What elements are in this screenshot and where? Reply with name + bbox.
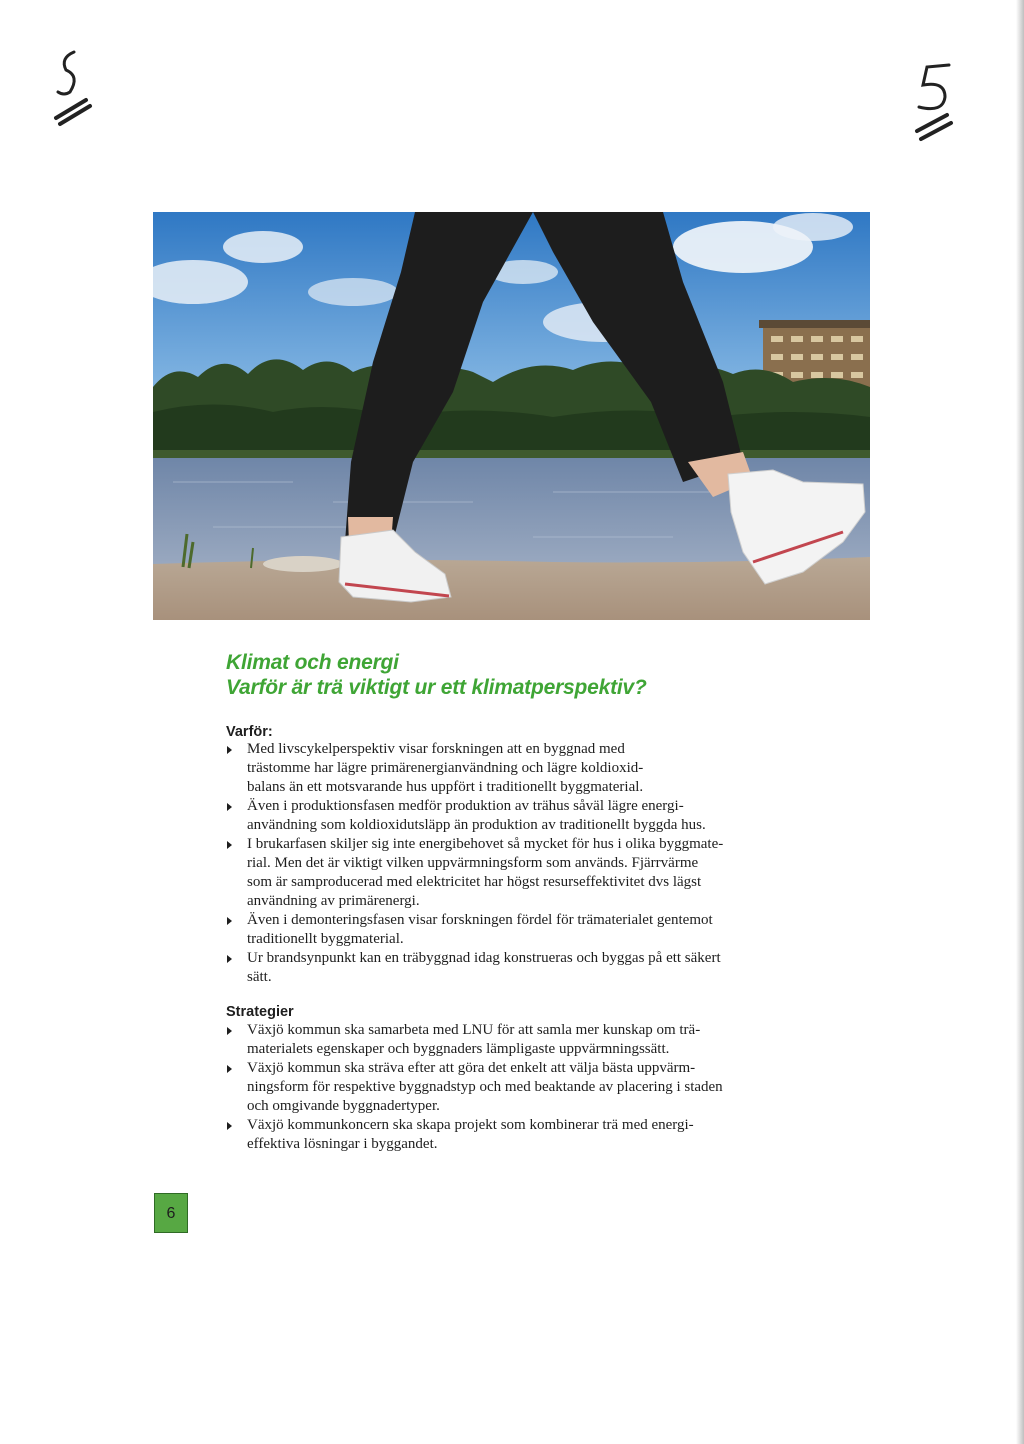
list-item: Ur brandsynpunkt kan en träbyggnad idag konstrueras och byggas på ett säkert sätt. — [226, 949, 746, 987]
varfor-list — [226, 740, 746, 987]
list-item: Växjö kommun ska sträva efter att göra det enkelt att välja bästa uppvärm- ningsform för respektive byggnadstyp och med beaktande av placering i staden och omgivande byggnadertyper. — [226, 1059, 746, 1116]
list-item: Även i produktionsfasen medför produktion av trähus såväl lägre energi- användning som koldioxidutsläpp än produktion av traditionellt byggda hus. — [226, 797, 746, 835]
list-item: Växjö kommunkoncern ska skapa projekt som kombinerar trä med energi- effektiva lösningar i byggandet. — [226, 1116, 746, 1154]
list-item: Växjö kommun ska samarbeta med LNU för att samla mer kunskap om trä- materialets egenskaper och byggnaders lämpligaste uppvärmningssätt. — [226, 1021, 746, 1059]
page-number: 6 — [154, 1193, 188, 1233]
strategier-list — [226, 1021, 746, 1154]
bullet-icon — [227, 803, 232, 811]
list-item: Även i demonteringsfasen visar forskningen fördel för trämaterialet gentemot traditionellt byggmaterial. — [226, 911, 746, 949]
strategier-title: Strategier — [226, 1004, 294, 1020]
bullet-icon — [227, 746, 232, 754]
bullet-icon — [227, 917, 232, 925]
list-item: I brukarfasen skiljer sig inte energibehovet så mycket för hus i olika byggmate- rial. Men det är viktigt vilken uppvärmningsform som används. Fjärrvärme som är samproducerad med elektricitet har högst resurseffektivitet dvs lägst användning av primärenergi. — [226, 835, 746, 911]
heading-line-2: Varför är trä viktigt ur ett klimatperspektiv? — [226, 676, 647, 699]
heading-line-1: Klimat och energi — [226, 651, 399, 674]
handwritten-mark-left — [30, 40, 120, 140]
section-heading — [226, 650, 746, 700]
varfor-title: Varför: — [226, 724, 273, 740]
walking-photo — [153, 212, 870, 620]
list-item: Med livscykelperspektiv visar forskningen att en byggnad med trästomme har lägre primärenergianvändning och lägre koldioxid- balans än ett motsvarande hus uppfört i traditionellt byggmaterial. — [226, 740, 746, 797]
bullet-icon — [227, 955, 232, 963]
bullet-icon — [227, 1122, 232, 1130]
bullet-icon — [227, 1065, 232, 1073]
handwritten-mark-right — [893, 55, 983, 155]
page-edge-shadow — [1016, 0, 1024, 1444]
bullet-icon — [227, 841, 232, 849]
bullet-icon — [227, 1027, 232, 1035]
